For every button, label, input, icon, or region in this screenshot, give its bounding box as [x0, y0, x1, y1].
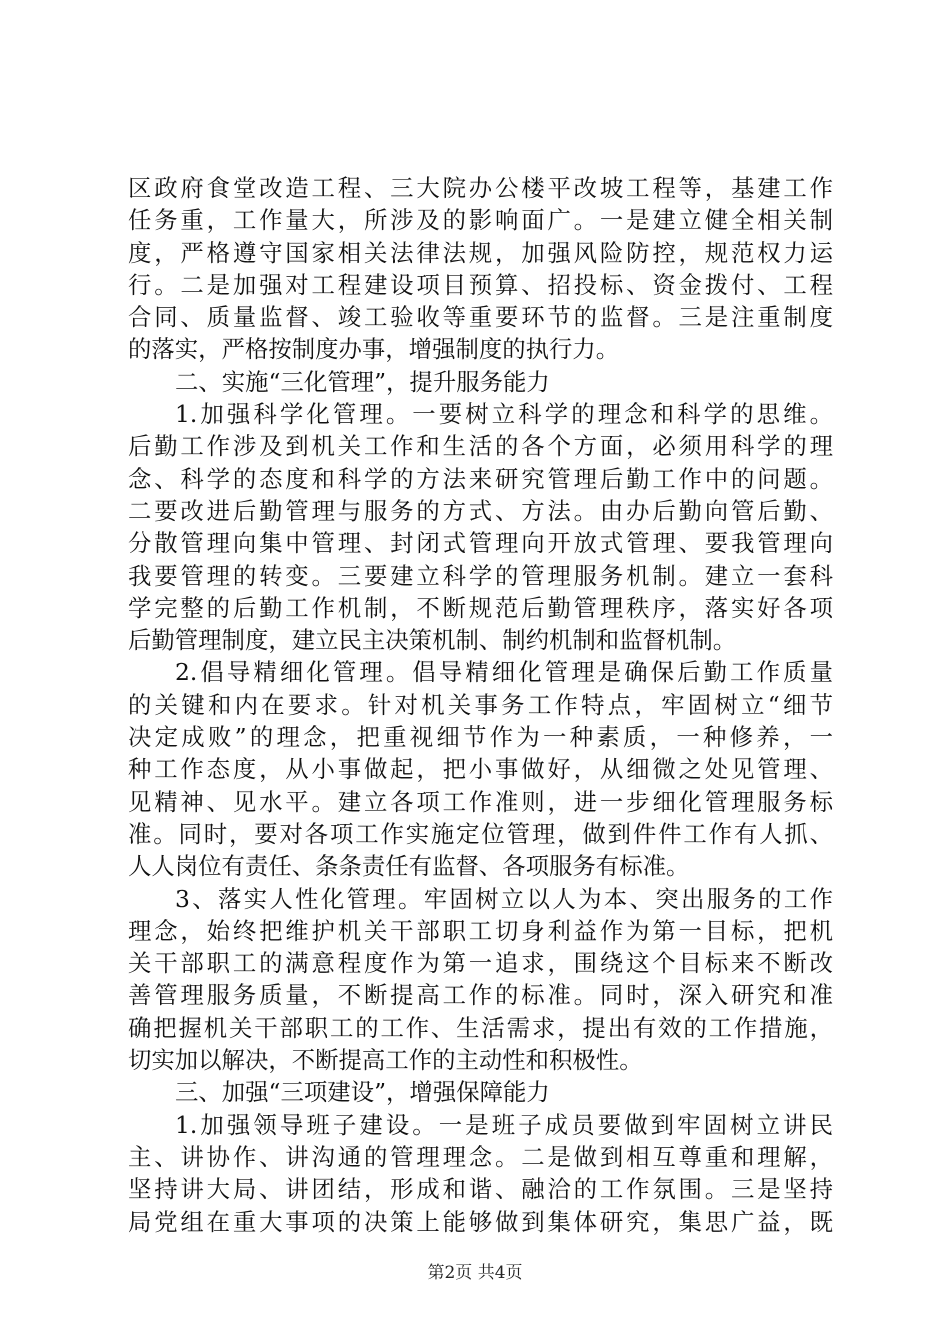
text-line: 切实加以解决，不断提高工作的主动性和积极性。	[128, 1046, 643, 1075]
page-footer: 第2页 共4页	[427, 1263, 523, 1283]
text-line: 种工作态度，从小事做起，把小事做好，从细微之处见管理、	[128, 755, 833, 784]
text-line: 行。二是加强对工程建设项目预算、招投标、资金拨付、工程	[128, 270, 833, 299]
text-line: 的落实，严格按制度办事，增强制度的执行力。	[128, 335, 620, 364]
text-line: 关干部职工的满意程度作为第一追求，围绕这个目标来不断改	[128, 949, 833, 978]
text-line: 三、加强“三项建设”，增强保障能力	[175, 1078, 550, 1107]
text-line: 人人岗位有责任、条条责任有监督、各项服务有标准。	[128, 852, 690, 881]
text-line: 局党组在重大事项的决策上能够做到集体研究，集思广益，既	[128, 1207, 833, 1236]
text-line: 学完整的后勤工作机制，不断规范后勤管理秩序，落实好各项	[128, 593, 833, 622]
text-line: 念、科学的态度和科学的方法来研究管理后勤工作中的问题。	[128, 464, 833, 493]
text-line: 2.倡导精细化管理。倡导精细化管理是确保后勤工作质量	[175, 658, 833, 687]
text-line: 合同、质量监督、竣工验收等重要环节的监督。三是注重制度	[128, 303, 833, 332]
text-line: 的关键和内在要求。针对机关事务工作特点，牢固树立“细节	[128, 690, 833, 719]
text-line: 任务重，工作量大，所涉及的影响面广。一是建立健全相关制	[128, 206, 833, 235]
text-line: 二、实施“三化管理”，提升服务能力	[175, 367, 550, 396]
text-line: 准。同时，要对各项工作实施定位管理，做到件件工作有人抓、	[128, 819, 833, 848]
text-line: 善管理服务质量，不断提高工作的标准。同时，深入研究和准	[128, 981, 833, 1010]
text-line: 确把握机关干部职工的工作、生活需求，提出有效的工作措施，	[128, 1013, 833, 1042]
text-line: 坚持讲大局、讲团结，形成和谐、融洽的工作氛围。三是坚持	[128, 1175, 833, 1204]
text-line: 我要管理的转变。三要建立科学的管理服务机制。建立一套科	[128, 561, 833, 590]
text-line: 理念，始终把维护机关干部职工切身利益作为第一目标，把机	[128, 916, 833, 945]
text-line: 后勤工作涉及到机关工作和生活的各个方面，必须用科学的理	[128, 432, 833, 461]
text-line: 1.加强科学化管理。一要树立科学的理念和科学的思维。	[175, 400, 833, 429]
text-line: 1.加强领导班子建设。一是班子成员要做到牢固树立讲民	[175, 1110, 833, 1139]
text-line: 度，严格遵守国家相关法律法规，加强风险防控，规范权力运	[128, 238, 833, 267]
text-line: 区政府食堂改造工程、三大院办公楼平改坡工程等，基建工作	[128, 174, 833, 202]
text-line: 二要改进后勤管理与服务的方式、方法。由办后勤向管后勤、	[128, 496, 833, 525]
document-body	[128, 172, 833, 1238]
text-line: 3、落实人性化管理。牢固树立以人为本、突出服务的工作	[175, 884, 833, 913]
text-line: 主、讲协作、讲沟通的管理理念。二是做到相互尊重和理解，	[128, 1142, 833, 1171]
text-line: 分散管理向集中管理、封闭式管理向开放式管理、要我管理向	[128, 529, 833, 558]
text-line: 见精神、见水平。建立各项工作准则，进一步细化管理服务标	[128, 787, 833, 816]
text-line: 后勤管理制度，建立民主决策机制、制约机制和监督机制。	[128, 626, 737, 655]
text-line: 决定成败”的理念，把重视细节作为一种素质，一种修养，一	[128, 723, 833, 752]
